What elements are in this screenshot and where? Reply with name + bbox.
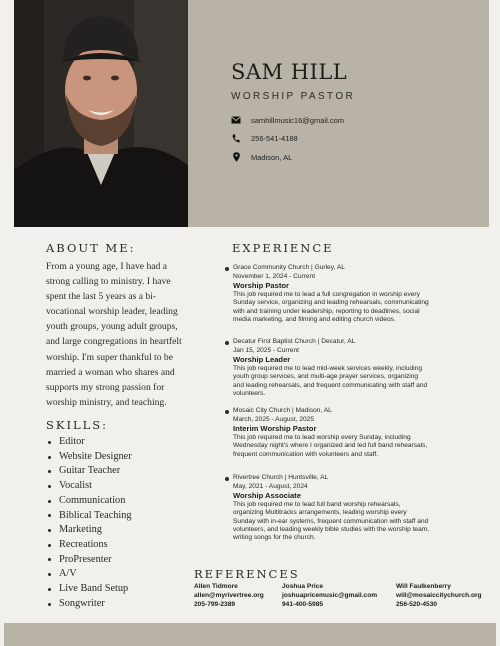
job-entry	[225, 407, 430, 459]
job-org: Decatur First Baptist Church | Decatur, AL	[233, 338, 356, 345]
list-item: A/V	[48, 567, 132, 582]
job-title: Interim Worship Pastor	[233, 424, 317, 433]
experience-heading: EXPERIENCE	[232, 241, 334, 255]
reference-phone[interactable]: 205-799-2389	[194, 600, 236, 608]
contact-email-text: samhillmusic16@gmail.com	[251, 115, 345, 125]
list-item: Songwriter	[48, 597, 132, 612]
reference-phone[interactable]: 256-520-4530	[396, 600, 438, 608]
profile-photo	[14, 0, 188, 227]
phone-icon	[231, 133, 241, 143]
reference-name: Will Faulkenberry	[396, 583, 451, 590]
bullet-icon	[48, 456, 51, 459]
bullet-icon	[48, 500, 51, 503]
candidate-role: WORSHIP PASTOR	[231, 91, 356, 102]
reference-email[interactable]: joshuapricemusic@gmail.com	[282, 591, 378, 599]
reference-card	[396, 583, 482, 609]
job-org: Mosaic City Church | Madison, AL	[233, 407, 332, 414]
reference-name: Joshua Price	[282, 583, 324, 590]
job-dates: Jan 15, 2025 - Current	[233, 346, 299, 354]
list-item: Editor	[48, 435, 132, 450]
bullet-icon	[48, 588, 51, 591]
job-org: Grace Community Church | Gurley, AL	[233, 264, 345, 271]
job-entry	[225, 338, 430, 398]
reference-card	[194, 583, 264, 609]
job-description: This job required me to lead mid-week services weekly, including youth group services, and multi-age prayer services, organizing and leading rehearsals, and frequent communicating with staff and volunteers.	[233, 365, 428, 397]
list-item: Marketing	[48, 523, 132, 538]
bullet-icon	[48, 514, 51, 517]
bullet-icon	[48, 485, 51, 488]
skills-heading: SKILLS:	[46, 418, 109, 432]
candidate-name: SAM HILL	[231, 60, 348, 84]
bullet-icon	[48, 529, 51, 532]
job-dates: May, 2021 - August, 2024	[233, 482, 308, 490]
list-item: Recreations	[48, 538, 132, 553]
bullet-icon	[48, 558, 51, 561]
reference-email[interactable]: will@mosaiccitychurch.org	[396, 591, 482, 599]
bullet-icon	[225, 267, 229, 271]
references-heading: REFERENCES	[194, 567, 300, 581]
contact-location-text: Madison, AL	[251, 152, 293, 162]
contact-location	[231, 152, 292, 162]
job-dates: March, 2025 - August, 2025	[233, 415, 315, 423]
bullet-icon	[48, 470, 51, 473]
job-entry	[225, 264, 430, 324]
skills-list	[48, 435, 132, 611]
job-org: Rivertree Church | Huntsville, AL	[233, 474, 329, 481]
reference-card	[282, 583, 377, 609]
footer-band	[4, 623, 496, 646]
job-dates: November 1, 2024 - Current	[233, 272, 316, 280]
reference-name: Allen Tidmore	[194, 583, 238, 590]
bullet-icon	[48, 544, 51, 547]
list-item: ProPresenter	[48, 553, 132, 568]
reference-phone[interactable]: 941-400-5985	[282, 600, 324, 608]
bullet-icon	[225, 341, 229, 345]
job-description: This job required me to lead full band worship rehearsals, organizing Multitracks arrangements, leading worship every Sunday with in-ear systems, frequent communication with staff and volunteers, and leading weekly bible studies with the worship team, writing songs for the church.	[233, 501, 430, 542]
bullet-icon	[225, 477, 229, 481]
list-item: Communication	[48, 494, 132, 509]
job-title: Worship Pastor	[233, 281, 289, 290]
contact-email[interactable]	[231, 115, 344, 125]
job-description: This job required me to lead a full congregation in worship every Sunday service, organizing and leading rehearsals, communicating with and training under leadership, reporting to deadlines, social media marketing, and filming and editing church videos.	[233, 291, 429, 323]
contact-phone-text: 256-541-4188	[251, 133, 298, 143]
list-item: Website Designer	[48, 450, 132, 465]
bullet-icon	[48, 441, 51, 444]
about-text: From a young age, I have had a strong calling to ministry. I have spent the last 5 years as a bi-vocational worship leader, leading youth groups, young adult groups, and large congregations in heartfelt worship. I'm super thankful to be married a woman who shares and supports my strong passion for worship ministry, and teaching.	[46, 261, 182, 408]
about-heading: ABOUT ME:	[46, 241, 136, 255]
list-item: Vocalist	[48, 479, 132, 494]
bullet-icon	[225, 410, 229, 414]
list-item: Biblical Teaching	[48, 509, 132, 524]
job-title: Worship Associate	[233, 491, 301, 500]
job-entry	[225, 474, 430, 542]
list-item: Guitar Teacher	[48, 464, 132, 479]
job-title: Worship Leader	[233, 355, 291, 364]
bullet-icon	[48, 603, 51, 606]
reference-email[interactable]: allen@myrivertree.org	[194, 591, 264, 599]
mail-icon	[231, 115, 241, 125]
location-pin-icon	[231, 152, 241, 162]
job-description: This job required me to lead worship every Sunday, including Wednesday night's where I organized and led full band rehearsals, frequent communication with volunteers and staff.	[233, 434, 428, 458]
contact-phone[interactable]	[231, 133, 298, 143]
list-item: Live Band Setup	[48, 582, 132, 597]
bullet-icon	[48, 573, 51, 576]
